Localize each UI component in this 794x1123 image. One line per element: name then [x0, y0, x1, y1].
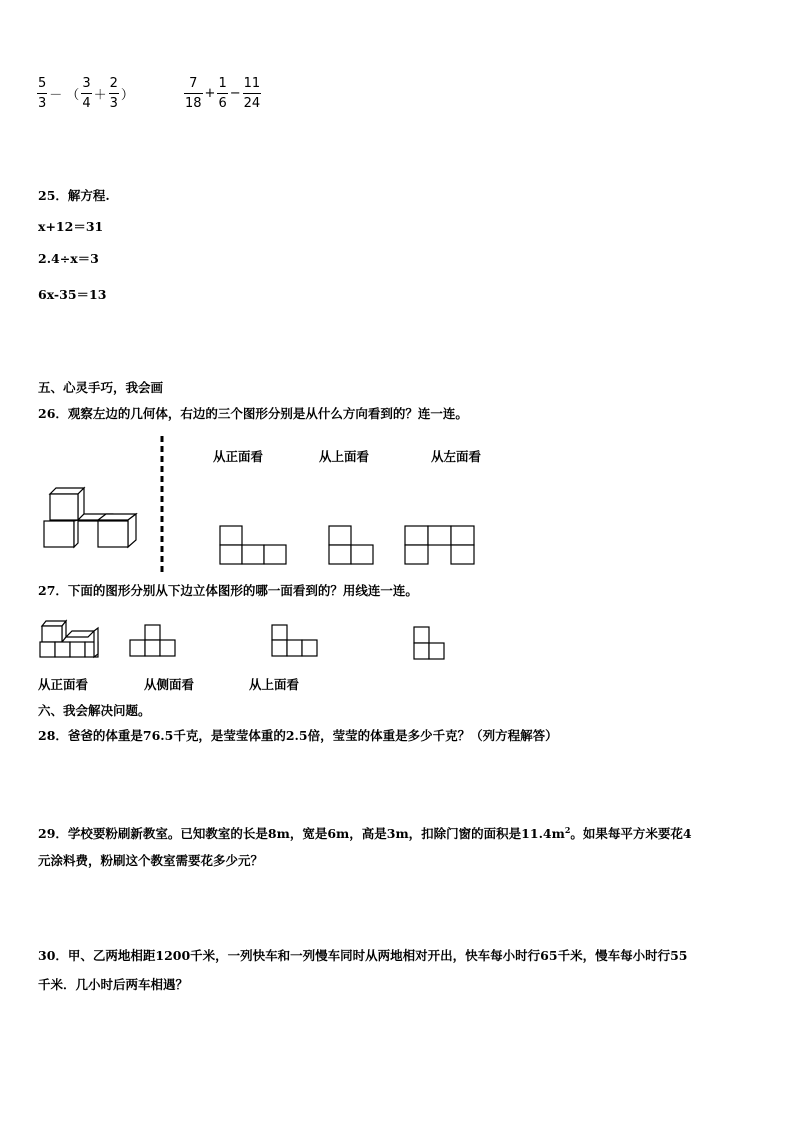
denominator: 3: [109, 93, 119, 111]
fraction: [217, 76, 227, 111]
numerator: 11: [243, 76, 261, 91]
question-30-line-2: 千米．几小时后两车相遇？: [38, 977, 189, 992]
q27-view-b: [271, 624, 321, 660]
section-5-title: 五、心灵手巧，我会画: [38, 380, 164, 395]
equation-1: x+12＝31: [38, 219, 104, 234]
superscript: 2: [564, 825, 571, 835]
fraction: [243, 76, 262, 111]
numerator: 1: [218, 76, 227, 91]
denominator: 3: [37, 93, 47, 111]
expression-2: [184, 76, 261, 111]
question-26-text: 26．观察左边的几何体，右边的三个图形分别是从什么方向看到的？连一连。: [38, 406, 468, 421]
denominator: 18: [184, 93, 203, 111]
section-6-title: 六、我会解决问题。: [38, 703, 151, 718]
dashed-divider: [160, 436, 164, 574]
numerator: 3: [82, 76, 91, 91]
question-27-text: 27．下面的图形分别从下边立体图形的哪一面看到的？用线连一连。: [38, 583, 418, 598]
numerator: 7: [189, 76, 198, 91]
right-paren: ）: [120, 88, 134, 103]
expression-1: [37, 76, 136, 111]
label-from-front: 从正面看: [213, 449, 264, 464]
question-28-text: 28．爸爸的体重是76.5千克，是莹莹体重的2.5倍，莹莹的体重是多少千克？（列方程解答）: [38, 728, 558, 743]
fraction: [184, 76, 203, 111]
question-30-line-1: 30．甲、乙两地相距1200千米，一列快车和一列慢车同时从两地相对开出，快车每小时行65千米，慢车每小时行55: [38, 948, 688, 963]
fraction: [37, 76, 47, 111]
numerator: 5: [38, 76, 47, 91]
equation-3: 6x-35＝13: [38, 287, 107, 302]
q26-view-c: [404, 525, 476, 565]
question-29-line-1b: 。如果每平方米要花4: [570, 826, 692, 842]
plus-sign: ＋: [93, 88, 107, 103]
q27-solid-figure: [38, 618, 102, 660]
plus-sign: +: [204, 86, 216, 101]
fraction: [109, 76, 119, 111]
question-29-line-2: 元涂料费，粉刷这个教室需要花多少元？: [38, 853, 264, 868]
denominator: 24: [243, 93, 262, 111]
label-from-side-q27: 从侧面看: [144, 677, 195, 692]
denominator: 6: [217, 93, 227, 111]
label-from-left: 从左面看: [431, 449, 482, 464]
q27-view-a: [129, 624, 177, 660]
q26-solid-figure: [40, 488, 140, 550]
label-from-top-q27: 从上面看: [249, 677, 300, 692]
equation-2: 2.4÷x＝3: [38, 251, 99, 266]
numerator: 2: [109, 76, 118, 91]
fraction: [81, 76, 91, 111]
label-from-front-q27: 从正面看: [38, 677, 89, 692]
q26-view-b: [328, 525, 378, 565]
question-25-title: 25．解方程.: [38, 188, 110, 203]
q27-view-c: [413, 626, 447, 662]
left-paren: （: [66, 88, 80, 103]
label-from-top: 从上面看: [319, 449, 370, 464]
question-29-line-1a: 29．学校要粉刷新教室。已知教室的长是8m，宽是6m，高是3m，扣除门窗的面积是11.4m: [38, 826, 565, 842]
denominator: 4: [81, 93, 91, 111]
minus-sign: －: [49, 88, 63, 103]
q26-view-a: [219, 525, 289, 565]
minus-sign: −: [229, 86, 241, 101]
question-29-line-1: [38, 822, 692, 842]
